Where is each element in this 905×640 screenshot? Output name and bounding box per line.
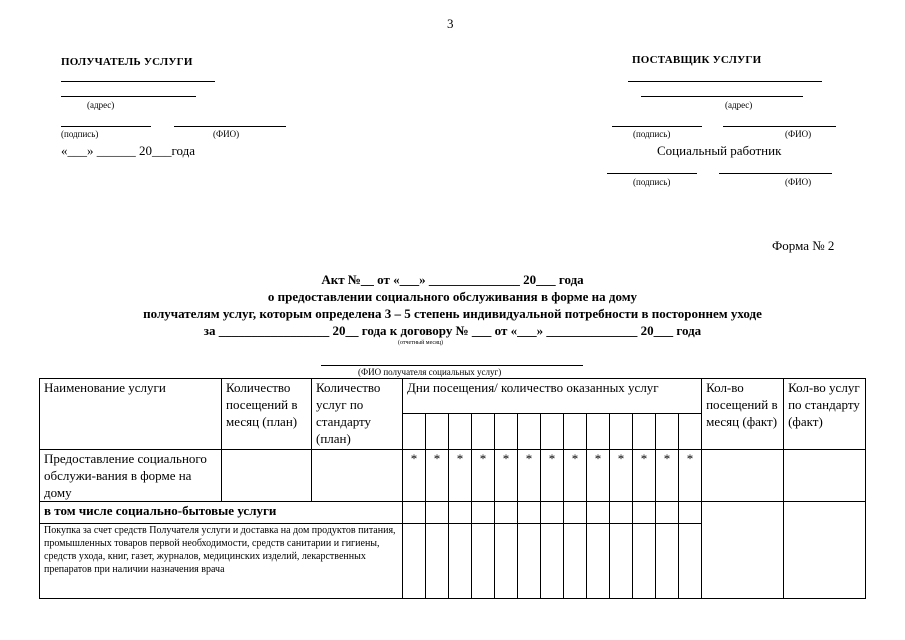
day-cell[interactable] xyxy=(449,414,472,450)
provider-name-line xyxy=(723,126,836,127)
day-cell[interactable] xyxy=(633,414,656,450)
day-cell[interactable] xyxy=(403,414,426,450)
row-main-visits-fact[interactable] xyxy=(702,450,784,502)
day-cell[interactable] xyxy=(564,524,587,599)
day-cell[interactable] xyxy=(679,524,702,599)
day-cell[interactable] xyxy=(656,524,679,599)
day-cell[interactable] xyxy=(587,414,610,450)
day-cell[interactable] xyxy=(564,414,587,450)
header-row xyxy=(40,379,866,414)
day-cell[interactable] xyxy=(541,414,564,450)
social-worker-label: Социальный работник xyxy=(657,143,782,158)
provider-address-line xyxy=(641,96,803,97)
day-cell[interactable] xyxy=(472,524,495,599)
day-cell[interactable] xyxy=(679,414,702,450)
header-services-fact: Кол-во услуг по стандарту (факт) xyxy=(784,379,866,450)
day-cell[interactable] xyxy=(518,502,541,524)
provider-org-line xyxy=(628,81,822,82)
row-main-visits-plan[interactable] xyxy=(222,450,312,502)
day-mark[interactable]: * xyxy=(403,450,426,502)
day-cell[interactable] xyxy=(518,524,541,599)
header-visits-plan: Количество посещений в месяц (план) xyxy=(222,379,312,450)
day-cell[interactable] xyxy=(610,414,633,450)
day-mark[interactable]: * xyxy=(564,450,587,502)
recipient-title: ПОЛУЧАТЕЛЬ УСЛУГИ xyxy=(61,56,193,68)
recipient-name-caption: (ФИО получателя социальных услуг) xyxy=(358,367,502,377)
day-cell[interactable] xyxy=(564,502,587,524)
day-cell[interactable] xyxy=(426,414,449,450)
day-cell[interactable] xyxy=(495,502,518,524)
day-cell[interactable] xyxy=(518,414,541,450)
recipient-name-label: (ФИО) xyxy=(213,129,240,139)
section-row xyxy=(40,502,866,524)
provider-title: ПОСТАВЩИК УСЛУГИ xyxy=(632,54,762,66)
header-visits-fact: Кол-во посещений в месяц (факт) xyxy=(702,379,784,450)
day-mark[interactable]: * xyxy=(472,450,495,502)
day-mark[interactable]: * xyxy=(518,450,541,502)
day-mark[interactable]: * xyxy=(656,450,679,502)
day-mark[interactable]: * xyxy=(610,450,633,502)
day-cell[interactable] xyxy=(656,414,679,450)
recipient-date-line: «___» ______ 20___года xyxy=(61,143,196,158)
day-cell[interactable] xyxy=(449,524,472,599)
day-cell[interactable] xyxy=(679,502,702,524)
recipient-name-line xyxy=(174,126,286,127)
day-cell[interactable] xyxy=(610,524,633,599)
recipient-name-fill-line xyxy=(321,365,583,366)
form-number: Форма № 2 xyxy=(772,238,835,253)
day-cell[interactable] xyxy=(403,502,426,524)
act-heading-line1: Акт №__ от «___» ______________ 20___ года xyxy=(321,272,584,287)
act-heading-line4: за _________________ 20__ года к договору № ___ от «___» ______________ 20___ года xyxy=(203,323,702,338)
header-services-plan: Количество услуг по стандарту (план) xyxy=(312,379,403,450)
day-cell[interactable] xyxy=(587,502,610,524)
sw-signature-label: (подпись) xyxy=(633,177,671,187)
row-main-service-name: Предоставление социального обслужи-вания в форме на дому xyxy=(40,450,222,502)
header-service-name: Наименование услуги xyxy=(40,379,222,450)
day-cell[interactable] xyxy=(495,414,518,450)
day-mark[interactable]: * xyxy=(633,450,656,502)
day-cell[interactable] xyxy=(633,524,656,599)
sw-signature-line xyxy=(607,173,697,174)
day-cell[interactable] xyxy=(633,502,656,524)
recipient-signature-line xyxy=(61,126,151,127)
section-title: в том числе социально-бытовые услуги xyxy=(40,502,403,524)
day-mark[interactable]: * xyxy=(679,450,702,502)
row-main-services-plan[interactable] xyxy=(312,450,403,502)
recipient-address-label: (адрес) xyxy=(87,100,115,110)
header-days: Дни посещения/ количество оказанных услуг xyxy=(403,379,702,414)
day-mark[interactable]: * xyxy=(449,450,472,502)
section-visits-fact[interactable] xyxy=(702,502,784,599)
day-cell[interactable] xyxy=(449,502,472,524)
act-heading-line2: о предоставлении социального обслуживания в форме на дому xyxy=(267,289,638,304)
day-cell[interactable] xyxy=(587,524,610,599)
act-heading-line3: получателям услуг, которым определена 3 – 5 степень индивидуальной потребности в постороннем уходе xyxy=(143,306,762,321)
day-cell[interactable] xyxy=(472,414,495,450)
day-cell[interactable] xyxy=(656,502,679,524)
day-cell[interactable] xyxy=(472,502,495,524)
provider-address-label: (адрес) xyxy=(725,100,753,110)
sw-name-label: (ФИО) xyxy=(785,177,812,187)
provider-signature-line xyxy=(612,126,702,127)
recipient-signature-label: (подпись) xyxy=(61,129,99,139)
day-mark[interactable]: * xyxy=(541,450,564,502)
row-purchase-service-name: Покупка за счет средств Получателя услуги и доставка на дом продуктов питания, промышленных товаров первой необходимости, средств санитарии и гигиены, средств ухода, книг, газет, журналов, медицинских изделий, лекарственных препаратов при наличии назначения врача xyxy=(40,524,403,599)
day-mark[interactable]: * xyxy=(495,450,518,502)
provider-signature-label: (подпись) xyxy=(633,129,671,139)
table-row xyxy=(40,450,866,502)
day-cell[interactable] xyxy=(403,524,426,599)
recipient-address-line xyxy=(61,96,196,97)
services-table xyxy=(39,378,866,599)
day-cell[interactable] xyxy=(495,524,518,599)
page-number: 3 xyxy=(447,16,454,31)
recipient-org-line xyxy=(61,81,215,82)
section-services-fact[interactable] xyxy=(784,502,866,599)
provider-name-label: (ФИО) xyxy=(785,129,812,139)
day-cell[interactable] xyxy=(426,502,449,524)
row-main-services-fact[interactable] xyxy=(784,450,866,502)
day-mark[interactable]: * xyxy=(587,450,610,502)
day-mark[interactable]: * xyxy=(426,450,449,502)
day-cell[interactable] xyxy=(610,502,633,524)
period-caption: (отчетный месяц) xyxy=(398,340,444,346)
day-cell[interactable] xyxy=(541,524,564,599)
sw-name-line xyxy=(719,173,832,174)
day-cell[interactable] xyxy=(426,524,449,599)
day-cell[interactable] xyxy=(541,502,564,524)
